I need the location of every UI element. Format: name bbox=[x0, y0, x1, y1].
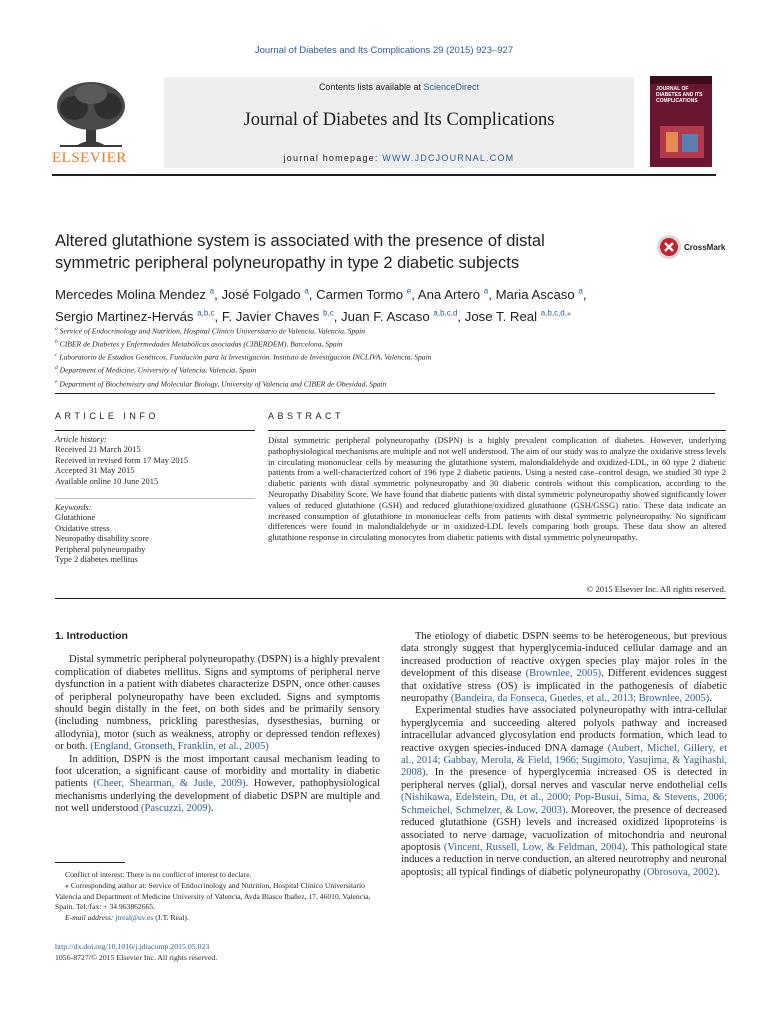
publisher-name: ELSEVIER bbox=[52, 150, 127, 166]
citation-link[interactable]: (Aubert, Michel, Gillery, et al., 2014; Gabbay, Merola, & Field, 1966; Sugimoto, Yasujima, & Yagihashi, 2008) bbox=[401, 742, 727, 779]
abstract-heading: ABSTRACT bbox=[268, 411, 345, 421]
citation-link[interactable]: (Nishikawa, Edelstein, Du, et al., 2000; Pop-Busui, Sima, & Stevens, 2006; Schmeichel, Schmelzer, & Low, 2003) bbox=[401, 792, 727, 816]
citation-link[interactable]: (Pascuzzi, 2009) bbox=[141, 803, 212, 815]
crossmark-label[interactable]: CrossMark bbox=[684, 243, 726, 252]
affiliation: $^d$ Department of Medicine, University of Valencia, Valencia, Spain bbox=[55, 365, 257, 375]
article-title bbox=[55, 230, 635, 274]
paragraph: In addition, DSPN is the most important causal mechanism leading to foot ulceration, a significant cause of morbidity and mortality in diabetic patients (Cheer, Shearman, & Jude, 2009). However, pathophysiological mechanisms underlying the development of diabetic DSPN are multiple and not well understood (Pascuzzi, 2009). bbox=[55, 753, 381, 815]
email-footnote: E-mail address: jtreal@uv.es (J.T. Real). bbox=[65, 913, 189, 923]
author: Juan F. Ascaso $^{a,b,c,d}$, bbox=[341, 308, 465, 324]
affiliation: $^a$ Service of Endocrinology and Nutrition, Hospital Clínico Universitario de Valencia, Valencia, Spain bbox=[55, 326, 366, 336]
citation-link[interactable]: (Brownlee, 2005) bbox=[525, 668, 602, 680]
keyword: Glutathione bbox=[55, 512, 96, 523]
doi-block bbox=[55, 942, 385, 963]
citation-link[interactable]: (England, Gronseth, Franklin, et al., 2005) bbox=[90, 741, 269, 753]
journal-cover-image bbox=[650, 76, 712, 167]
author: Mercedes Molina Mendez $^a$, bbox=[55, 287, 222, 303]
footnotes bbox=[55, 870, 385, 924]
author: Ana Artero $^a$, bbox=[417, 287, 496, 303]
keywords-rule bbox=[55, 498, 255, 499]
author: Carmen Tormo $^e$, bbox=[316, 287, 418, 303]
affiliation: $^e$ Department of Biochemistry and Molecular Biology, University of Valencia and CIBER de Obesidad, Spain bbox=[55, 378, 387, 389]
author: Sergio Martinez-Hervás $^{a,b,c}$, bbox=[55, 308, 222, 324]
doi-link[interactable]: http://dx.doi.org/10.1016/j.jdiacomp.2015.05.023 bbox=[55, 942, 210, 951]
crossmark-icon[interactable] bbox=[656, 233, 682, 261]
contents-prefix: Contents lists available at bbox=[318, 82, 421, 92]
cover-title: JOURNAL OF DIABETES AND ITS COMPLICATIONS bbox=[656, 86, 703, 104]
corresponding-footnote: ⁎ Corresponding author at: Service of Endocrinology and Nutrition, Hospital Clínico Universitario Valencia and Department of Medicine University of Valencia, Avda Blasco Ibañez, 17, 46010, Valencia, Spain. Tel./fax: + 34 963862665. bbox=[55, 880, 371, 912]
history-item: Available online 10 June 2015 bbox=[55, 475, 159, 486]
citation-link[interactable]: (Bandeira, da Fonseca, Guedes, et al., 2013; Brownlee, 2005) bbox=[450, 693, 710, 705]
abstract-bottom-rule bbox=[55, 598, 726, 599]
journal-citation[interactable]: Journal of Diabetes and Its Complications 29 (2015) 923–927 bbox=[254, 45, 514, 56]
section-heading: 1. Introduction bbox=[55, 630, 128, 642]
contents-line bbox=[164, 82, 634, 92]
email-link[interactable]: jtreal@uv.es bbox=[115, 913, 154, 923]
body-right-column bbox=[401, 631, 727, 879]
keywords-label: Keywords: bbox=[55, 502, 92, 512]
affiliation: $^c$ Laboratorio de Estudios Genéticos, Fundación para la Investigación. Instituto de Investigación INCLIVA, Valencia, Spain bbox=[55, 352, 432, 362]
conflict-footnote: Conflict of interest: There is no conflict of interest to declare. bbox=[65, 870, 252, 879]
keyword: Oxidative stress bbox=[55, 522, 110, 533]
footnote-rule bbox=[55, 862, 125, 863]
article-info-heading: ARTICLE INFO bbox=[55, 411, 159, 421]
keyword: Peripheral polyneuropathy bbox=[55, 543, 146, 554]
article-history bbox=[55, 434, 255, 486]
body-left-column bbox=[55, 630, 380, 816]
homepage-link[interactable]: WWW.JDCJOURNAL.COM bbox=[382, 153, 515, 163]
article-title-line-2: symmetric peripheral polyneuropathy in type 2 diabetic subjects bbox=[55, 254, 520, 272]
abstract-rule bbox=[268, 430, 726, 431]
header-rule bbox=[52, 174, 716, 176]
keyword: Neuropathy disability score bbox=[55, 533, 149, 544]
section-rule bbox=[55, 393, 715, 394]
paragraph: Distal symmetric peripheral polyneuropathy (DSPN) is a highly prevalent complication of diabetes mellitus. Signs and symptoms of peripheral nerve dysfunction in a patient with diabetes characterize DSPN, once other causes of peripheral polyneuropathy have been excluded. Signs and symptoms should begin distally in the feet, on both sides and be primarily sensory (including numbness, prickling paresthesias, dysesthesias, burning or allodynia), motor (such as weakness, atrophy or depressed tendon reflexes) or both. (England, Gronseth, Franklin, et al., 2005) bbox=[55, 654, 380, 753]
citation-link[interactable]: (Vincent, Russell, Low, & Feldman, 2004) bbox=[443, 841, 626, 853]
paragraph: The etiology of diabetic DSPN seems to be heterogeneous, but previous data strongly suggest that hyperglycemia-induced cellular damage and an increased production of reactive oxygen species play major roles in the development of this disease (Brownlee, 2005). Different evidences suggest that oxidative stress (OS) is implicated in the pathogenesis of diabetic neuropathy (Bandeira, da Fonseca, Guedes, et al., 2013; Brownlee, 2005). bbox=[401, 631, 727, 705]
paragraph: Experimental studies have associated polyneuropathy with intra-cellular hyperglycemia and succeeding altered polyols pathway and increased intracellular advanced glycosylation end products formation, which lead to reactive oxygen species-induced DNA damage (Aubert, Michel, Gillery, et al., 2014; Gabbay, Merola, & Field, 1966; Sugimoto, Yasujima, & Yagihashi, 2008). In the presence of hyperglycemia increased OS is detected in peripheral nerves (glial), dorsal nerves and vascular nerve endothelial cells (Nishikawa, Edelstein, Du, et al., 2000; Pop-Busui, Sima, & Stevens, 2006; Schmeichel, Schmelzer, & Low, 2003). Moreover, the presence of decreased reduced glutathione (GSH) levels and increased oxidized lipoproteins is associated to nerve damage, vacuolization of mitochondria and neuronal apoptosis (Vincent, Russell, Low, & Feldman, 2004). This pathological state induces a reduction in nerve conduction, an altered neurotrophy and neuronal apoptosis; all typical findings of diabetic polyneuropathy (Obrosova, 2002). bbox=[401, 705, 728, 878]
journal-masthead bbox=[164, 77, 634, 168]
history-label: Article history: bbox=[55, 434, 107, 444]
keyword: Type 2 diabetes mellitus bbox=[55, 554, 138, 565]
homepage-prefix: journal homepage: bbox=[283, 153, 379, 163]
journal-homepage-line bbox=[164, 153, 634, 163]
history-item: Accepted 31 May 2015 bbox=[55, 465, 135, 476]
author: Maria Ascaso $^a$, bbox=[495, 287, 587, 303]
history-item: Received in revised form 17 May 2015 bbox=[55, 454, 189, 465]
abstract-copyright: © 2015 Elsevier Inc. All rights reserved. bbox=[586, 584, 726, 594]
article-title-line-1: Altered glutathione system is associated with the presence of distal bbox=[55, 232, 545, 250]
author: Jose T. Real $^{a,b,c,d,⁎}$ bbox=[464, 308, 571, 324]
author: José Folgado $^a$, bbox=[221, 287, 317, 303]
sciencedirect-link[interactable]: ScienceDirect bbox=[423, 82, 480, 92]
abstract-text: Distal symmetric peripheral polyneuropathy (DSPN) is a highly prevalent complication of diabetes. However, underlying pathophysiological mechanisms are multiple and not well understood. The aim of our study was to analyze the oxidative stress levels in circulating mononuclear cells by measuring the glutathione system, malondialdehyde and oxidized-LDL, in 60 type 2 diabetic patients from a well-characterized cohort of 196 type 2 diabetic patients. Using a nested case–control design, we studied 30 type 2 diabetic patients with distal symmetric polyneuropathy and 30 diabetic controls without this complication, according to the Neuropathy Disability Score. We have found that diabetic patients with distal symmetric polyneuropathy showed significantly lower values of reduced glutathione (GSH) and reduced glutathione/oxidized glutathione (GSH/GSSG) ratio. These data indicate an increased consumption of glutathione in mononuclear cells from patients with distal symmetric polyneuropathy. No significant differences were found in malondialdehyde or in oxidized-LDL levels comparing both groups. These data show an altered glutathione response in circulating monocytes from diabetic patients with distal symmetric polyneuropathy. bbox=[268, 435, 726, 543]
issn-line: 1056-8727/© 2015 Elsevier Inc. All rights reserved. bbox=[55, 952, 218, 962]
citation-link[interactable]: (Obrosova, 2002) bbox=[643, 866, 718, 878]
author: F. Javier Chaves $^{b,c}$, bbox=[221, 308, 342, 324]
journal-title: Journal of Diabetes and Its Complications bbox=[243, 110, 555, 130]
citation-link[interactable]: (Cheer, Shearman, & Jude, 2009) bbox=[93, 778, 246, 790]
article-info-rule bbox=[55, 430, 255, 431]
affiliation: $^b$ CIBER de Diabetes y Enfermedades Metabólicas asociadas (CIBERDEM), Barcelona, Spain bbox=[55, 339, 343, 349]
history-item: Received 21 March 2015 bbox=[55, 444, 141, 455]
author-list bbox=[55, 283, 655, 326]
affiliations bbox=[55, 324, 695, 390]
keywords bbox=[55, 502, 255, 564]
